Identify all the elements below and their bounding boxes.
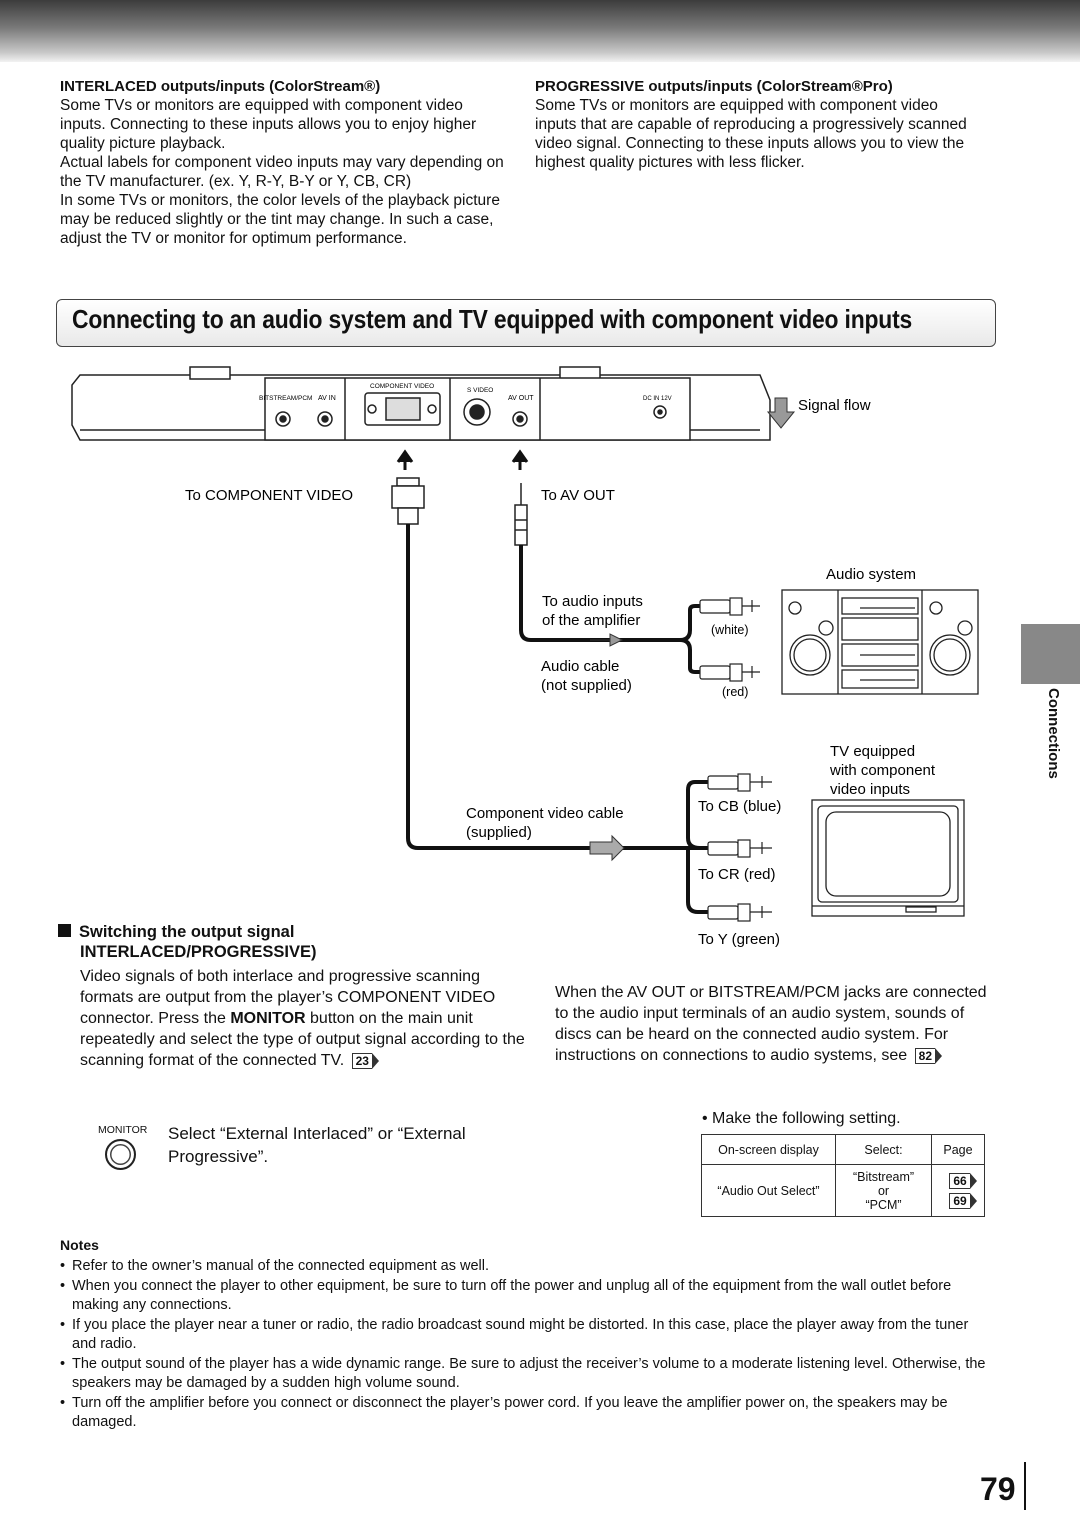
- monitor-label: MONITOR: [98, 1124, 148, 1136]
- to-audio-label-1: To audio inputs: [542, 593, 643, 610]
- table-header-select: Select:: [836, 1135, 932, 1165]
- to-audio-label-2: of the amplifier: [542, 612, 641, 629]
- side-tab: [1021, 624, 1080, 684]
- rca-plug-red: [700, 664, 760, 681]
- red-label: (red): [722, 685, 749, 699]
- side-tab-label-wrap: [1022, 688, 1080, 808]
- connection-diagram: [0, 355, 1000, 948]
- audio-system-illustration: [782, 590, 978, 694]
- jack-bitstream-label: BITSTREAM/PCM: [259, 395, 313, 402]
- table-header-display: On-screen display: [702, 1135, 836, 1165]
- page-ref-82[interactable]: 82: [915, 1048, 935, 1064]
- switching-body: Video signals of both interlace and progressive scanning formats are output from the player’s COMPONENT VIDEO connector. Press the MONITOR button on the main unit repeatedly and select the type of output signal according to the scanning format of the connected TV. 23: [80, 968, 525, 1069]
- table-cell-pages: [932, 1165, 985, 1217]
- to-component-label: To COMPONENT VIDEO: [185, 487, 354, 504]
- jack-avout-label: AV OUT: [508, 395, 534, 402]
- audio-connection-note: When the AV OUT or BITSTREAM/PCM jacks are connected to the audio input terminals of an audio system, sounds of discs can be heard on the connected audio system. For instructions on connections to audio systems, see 82 .: [555, 984, 987, 1064]
- setting-table: [701, 1134, 985, 1217]
- list-item: • When you connect the player to other equipment, be sure to turn off the power and unplug all of the equipment from the wall outlet before making any connections.: [60, 1277, 995, 1316]
- list-item: • The output sound of the player has a wide dynamic range. Be sure to adjust the receiver’s volume to a moderate listening level. Otherwise, the speakers may be damaged by a sudden high volume sound.: [60, 1355, 995, 1394]
- jack-svideo-label: S VIDEO: [467, 387, 494, 394]
- component-plug: [392, 478, 424, 524]
- comp-cable-label-1: Component video cable: [466, 805, 624, 822]
- notes-title: Notes: [60, 1237, 99, 1253]
- interlaced-p1: Some TVs or monitors are equipped with component video inputs. Connecting to these inputs allows you to enjoy higher quality picture playback.: [60, 97, 477, 152]
- interlaced-title: INTERLACED outputs/inputs (ColorStream®): [60, 78, 381, 95]
- square-bullet-icon: [58, 924, 71, 937]
- page-ref-66[interactable]: 66: [949, 1173, 969, 1189]
- interlaced-p3: In some TVs or monitors, the color levels of the playback picture may be reduced slightly or the tint may change. In such a case, adjust the TV or monitor for optimum performance.: [60, 192, 500, 247]
- notes-section: [60, 1237, 995, 1433]
- progressive-title: PROGRESSIVE outputs/inputs (ColorStream®Pro): [535, 78, 893, 95]
- tv-label-1: TV equipped: [830, 743, 916, 760]
- list-item: • Refer to the owner’s manual of the connected equipment as well.: [60, 1257, 995, 1277]
- section-banner-title: Connecting to an audio system and TV equipped with component video inputs: [72, 304, 913, 334]
- rca-plug-cb: [708, 774, 772, 791]
- flow-arrow-icon: [590, 634, 622, 646]
- list-item: • Turn off the amplifier before you connect or disconnect the player’s power cord. If you leave the amplifier power on, the speakers may be damaged.: [60, 1394, 995, 1433]
- player-rear-panel: [72, 367, 770, 440]
- tv-label-3: video inputs: [830, 781, 911, 798]
- rca-plug-y: [708, 904, 772, 921]
- table-cell-options: “Bitstream” or “PCM”: [836, 1165, 932, 1217]
- rca-plug-white: [700, 598, 760, 615]
- side-tab-label: Connections: [1045, 688, 1062, 779]
- to-avout-label: To AV OUT: [541, 487, 615, 504]
- monitor-button-icon: [105, 1139, 136, 1170]
- to-cr-label: To CR (red): [698, 866, 776, 883]
- switching-title: Switching the output signal: [58, 922, 528, 942]
- switching-subtitle: INTERLACED/PROGRESSIVE): [80, 943, 317, 961]
- audio-cable-label-2: (not supplied): [541, 677, 632, 694]
- page-ref-23[interactable]: 23: [352, 1053, 372, 1069]
- table-cell-audio-out: “Audio Out Select”: [702, 1165, 836, 1217]
- tv-illustration: [812, 800, 964, 916]
- select-instruction: Select “External Interlaced” or “External Progressive”.: [168, 1124, 466, 1166]
- arrow-up-icon: [398, 452, 412, 470]
- flow-arrow-icon: [590, 836, 624, 860]
- white-label: (white): [711, 623, 749, 637]
- page-number-rule: [1024, 1462, 1026, 1510]
- arrow-up-icon: [513, 452, 527, 470]
- table-header-page: Page: [932, 1135, 985, 1165]
- jack-dc-label: DC IN 12V: [643, 396, 672, 402]
- signal-flow-arrow-icon: [768, 398, 794, 428]
- page-ref-69[interactable]: 69: [949, 1193, 969, 1209]
- notes-list: [60, 1257, 995, 1433]
- switching-section: [58, 922, 528, 1071]
- rca-plug-cr: [708, 840, 772, 857]
- tv-label-2: with component: [830, 762, 936, 779]
- jack-component-label: COMPONENT VIDEO: [370, 383, 435, 390]
- header-band: [0, 0, 1080, 62]
- av-out-plug: [515, 483, 527, 545]
- audio-cable-label-1: Audio cable: [541, 658, 620, 675]
- to-cb-label: To CB (blue): [698, 798, 782, 815]
- list-item: • If you place the player near a tuner or radio, the radio broadcast sound might be distorted. In this case, place the player away from the tuner and radio.: [60, 1316, 995, 1355]
- comp-cable-label-2: (supplied): [466, 824, 532, 841]
- progressive-p1: Some TVs or monitors are equipped with component video inputs that are capable of reproducing a progressively scanned video signal. Connecting to these inputs allows you to view the highest quality pictures with less flicker.: [535, 97, 967, 171]
- audio-system-label: Audio system: [826, 566, 917, 583]
- interlaced-section: [60, 77, 510, 248]
- signal-flow-label: Signal flow: [798, 397, 871, 414]
- progressive-section: [535, 77, 980, 172]
- make-setting-line: • Make the following setting.: [702, 1110, 901, 1127]
- to-y-label: To Y (green): [698, 931, 780, 948]
- interlaced-p2: Actual labels for component video inputs may vary depending on the TV manufacturer. (ex. Y, R-Y, B-Y or Y, CB, CR): [60, 154, 504, 190]
- jack-avin-label: AV IN: [318, 395, 336, 402]
- page-number: 79: [980, 1471, 1016, 1507]
